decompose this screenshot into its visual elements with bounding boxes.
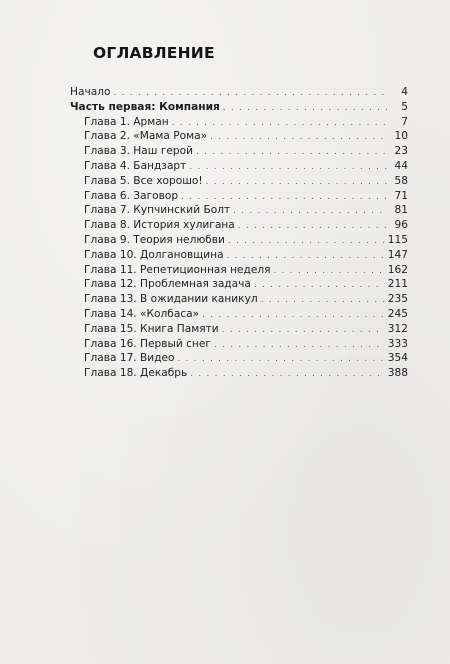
toc-entry-chapter	[70, 174, 408, 189]
toc-dot-leader	[172, 116, 387, 131]
toc-entry-label: Глава 2. «Мама Рома»	[84, 130, 208, 143]
toc-entry-chapter	[70, 233, 408, 248]
toc-entry-label: Глава 7. Купчинский Болт	[84, 204, 231, 217]
toc-page-number: 354	[387, 352, 408, 365]
toc-entry-chapter	[70, 248, 408, 263]
toc-entry-label: Глава 6. Заговор	[84, 189, 179, 202]
toc-entry-label: Глава 12. Проблемная задача	[84, 278, 251, 291]
toc-entry-label: Глава 3. Наш герой	[84, 145, 193, 158]
toc-page-number: 162	[387, 263, 408, 276]
toc-dot-leader	[233, 204, 387, 219]
toc-dot-leader	[238, 219, 387, 234]
toc-entry-label: Глава 5. Все хорошо!	[84, 174, 203, 187]
toc-entry-chapter	[70, 366, 408, 381]
toc-dot-leader	[178, 352, 385, 367]
toc-entry-part-one	[70, 100, 408, 115]
toc-page-number: 58	[394, 174, 408, 187]
toc-entry-chapter	[70, 307, 408, 322]
toc-dot-leader	[202, 308, 385, 323]
toc-entry-label: Глава 14. «Колбаса»	[84, 307, 200, 320]
toc-entry-chapter	[70, 115, 408, 130]
toc-dot-leader	[190, 367, 385, 382]
toc-entry-label: Часть первая: Компания	[70, 100, 220, 113]
toc-page-number: 4	[401, 86, 408, 98]
toc-dot-leader	[228, 234, 385, 249]
toc-dot-leader	[223, 101, 387, 116]
toc-entry-label: Глава 11. Репетиционная неделя	[84, 263, 271, 276]
table-of-contents	[70, 85, 408, 381]
toc-page-number: 7	[401, 115, 408, 128]
toc-entry-intro	[70, 85, 408, 100]
toc-page-number: 23	[394, 145, 408, 158]
toc-dot-leader	[206, 175, 387, 190]
toc-entry-chapter	[70, 144, 408, 159]
toc-entry-label: Глава 16. Первый снег	[84, 337, 211, 350]
toc-dot-leader	[261, 293, 385, 308]
toc-entry-label: Глава 10. Долгановщина	[84, 248, 224, 261]
toc-entry-label: Глава 13. В ожидании каникул	[84, 293, 258, 306]
toc-page-number: 10	[394, 130, 408, 143]
toc-entry-label: Глава 15. Книга Памяти	[84, 322, 219, 335]
toc-dot-leader	[214, 338, 385, 353]
toc-entry-chapter	[70, 159, 408, 174]
toc-entry-label: Глава 18. Декабрь	[84, 367, 188, 380]
toc-page-number: 115	[387, 233, 408, 246]
toc-entry-chapter	[70, 189, 408, 204]
toc-dot-leader	[210, 130, 387, 145]
toc-dot-leader	[222, 323, 385, 338]
toc-entry-chapter	[70, 277, 408, 292]
toc-entry-label: Глава 8. История хулигана	[84, 219, 235, 232]
toc-dot-leader	[189, 160, 387, 175]
toc-entry-chapter	[70, 337, 408, 352]
toc-page-number: 245	[387, 307, 408, 320]
toc-page-number: 96	[394, 219, 408, 232]
toc-dot-leader	[113, 86, 387, 101]
toc-page-number: 388	[387, 367, 408, 380]
toc-page-number: 44	[394, 159, 408, 172]
toc-entry-label: Начало	[70, 86, 111, 98]
toc-entry-label: Глава 4. Бандзарт	[84, 159, 187, 172]
toc-entry-label: Глава 9. Теория нелюбви	[84, 233, 225, 246]
toc-entry-chapter	[70, 203, 408, 218]
toc-entry-chapter	[70, 263, 408, 278]
toc-entry-chapter	[70, 129, 408, 144]
toc-dot-leader	[274, 264, 385, 279]
toc-page-number: 211	[387, 278, 408, 291]
toc-page-number: 81	[394, 204, 408, 217]
toc-page-number: 312	[387, 322, 408, 335]
toc-entry-chapter	[70, 292, 408, 307]
toc-dot-leader	[181, 190, 387, 205]
toc-entry-label: Глава 1. Арман	[84, 115, 169, 128]
toc-page-number: 5	[401, 100, 408, 113]
toc-entry-chapter	[70, 218, 408, 233]
toc-dot-leader	[254, 278, 385, 293]
page-title: ОГЛАВЛЕНИЕ	[93, 44, 215, 62]
toc-page-number: 147	[387, 248, 408, 261]
toc-page-number: 333	[387, 337, 408, 350]
toc-entry-chapter	[70, 322, 408, 337]
toc-entry-label: Глава 17. Видео	[84, 352, 175, 365]
toc-dot-leader	[227, 249, 385, 264]
toc-dot-leader	[196, 145, 387, 160]
toc-page-number: 235	[387, 293, 408, 306]
toc-page-number: 71	[394, 189, 408, 202]
toc-entry-chapter	[70, 351, 408, 366]
